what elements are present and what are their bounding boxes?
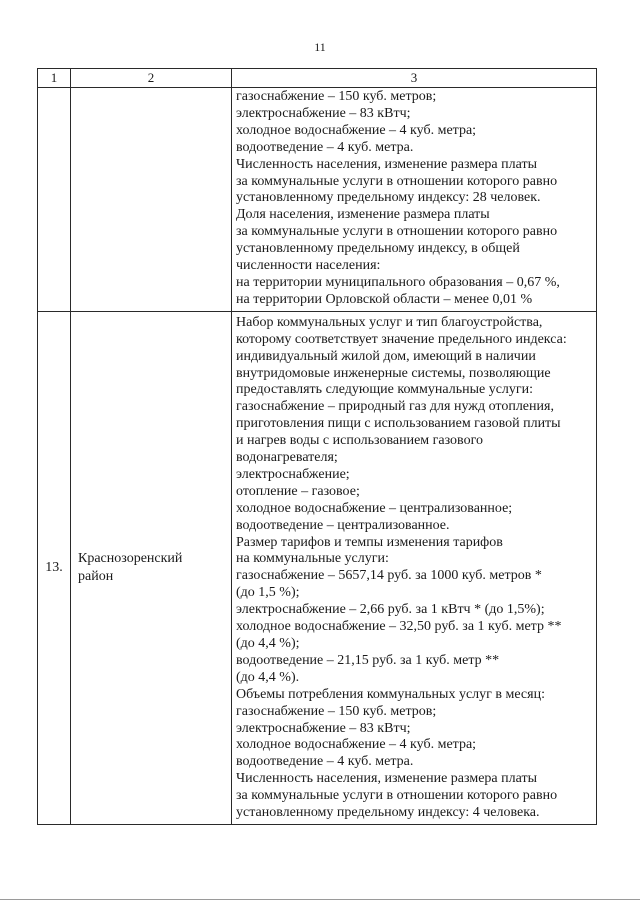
description-cell <box>232 88 597 312</box>
text-line: Численность населения, изменение размера платы <box>236 771 537 787</box>
text-line: электроснабжение; <box>236 466 350 482</box>
text-line: холодное водоснабжение – 32,50 руб. за 1 куб. метр ** <box>236 619 562 635</box>
table-header-row <box>38 69 597 88</box>
table-row-13 <box>38 311 597 824</box>
text-line: отопление – газовое; <box>236 483 360 499</box>
text-line: газоснабжение – 150 куб. метров; <box>236 89 437 104</box>
text-line: за коммунальные услуги в отношении которого равно <box>236 173 558 189</box>
text-line: (до 4,4 %); <box>236 636 300 651</box>
text-line: на территории муниципального образования – 0,67 %, <box>236 274 560 290</box>
text-line: водоотведение – 4 куб. метра. <box>236 139 414 155</box>
text-line: Доля населения, изменение размера платы <box>236 207 490 223</box>
text-line: Объемы потребления коммунальных услуг в месяц: <box>236 686 545 702</box>
header-col-2: 2 <box>71 69 232 88</box>
text-line: за коммунальные услуги в отношении которого равно <box>236 788 558 804</box>
indices-table <box>37 68 597 825</box>
text-line: газоснабжение – 150 куб. метров; <box>236 703 437 719</box>
text-line: установленному предельному индексу: 4 человека. <box>236 805 540 821</box>
text-line: Численность населения, изменение размера платы <box>236 156 537 172</box>
page-bottom-edge <box>0 899 640 900</box>
text-line: на коммунальные услуги: <box>236 551 389 567</box>
header-col-1: 1 <box>38 69 71 88</box>
text-line: водоотведение – централизованное. <box>236 517 450 533</box>
row-number-cell <box>38 88 71 312</box>
text-line: Размер тарифов и темпы изменения тарифов <box>236 534 503 550</box>
municipality-name-line: район <box>78 568 114 584</box>
text-line: газоснабжение – 5657,14 руб. за 1000 куб. метров * <box>236 568 542 584</box>
text-line: внутридомовые инженерные системы, позволяющие <box>236 365 551 381</box>
text-line: индивидуальный жилой дом, имеющий в наличии <box>236 348 536 364</box>
text-line: которому соответствует значение предельного индекса: <box>236 331 567 347</box>
text-line: Набор коммунальных услуг и тип благоустройства, <box>236 314 543 330</box>
text-line: установленному предельному индексу, в общей <box>236 241 520 257</box>
municipality-name <box>71 550 231 586</box>
text-line: газоснабжение – природный газ для нужд отопления, <box>236 399 554 415</box>
municipality-cell <box>71 88 232 312</box>
text-line: холодное водоснабжение – централизованное; <box>236 500 513 516</box>
header-col-3: 3 <box>232 69 597 88</box>
row-number-cell: 13. <box>38 311 71 824</box>
text-line: и нагрев воды с использованием газового <box>236 433 483 449</box>
text-line: предоставлять следующие коммунальные услуги: <box>236 382 534 398</box>
text-line: за коммунальные услуги в отношении которого равно <box>236 224 558 240</box>
municipality-cell <box>71 311 232 824</box>
table-row-continuation <box>38 88 597 312</box>
text-line: (до 4,4 %). <box>236 669 300 685</box>
text-line: численности населения: <box>236 258 381 274</box>
description-cell <box>232 311 597 824</box>
description-text <box>232 88 596 311</box>
text-line: установленному предельному индексу: 28 человек. <box>236 190 541 206</box>
page-number: 11 <box>314 40 326 54</box>
text-line: электроснабжение – 2,66 руб. за 1 кВтч * (до 1,5%); <box>236 602 545 618</box>
text-line: на территории Орловской области – менее 0,01 % <box>236 291 533 307</box>
text-line: (до 1,5 %); <box>236 585 300 601</box>
text-line: холодное водоснабжение – 4 куб. метра; <box>236 122 477 138</box>
text-line: холодное водоснабжение – 4 куб. метра; <box>236 737 477 753</box>
description-text <box>232 312 596 824</box>
text-line: электроснабжение – 83 кВтч; <box>236 105 411 121</box>
text-line: водонагревателя; <box>236 450 338 466</box>
text-line: приготовления пищи с использованием газовой плиты <box>236 416 561 432</box>
text-line: электроснабжение – 83 кВтч; <box>236 720 411 736</box>
text-line: водоотведение – 4 куб. метра. <box>236 754 414 770</box>
municipality-name-line: Краснозоренский <box>78 550 183 566</box>
text-line: водоотведение – 21,15 руб. за 1 куб. метр ** <box>236 652 500 668</box>
